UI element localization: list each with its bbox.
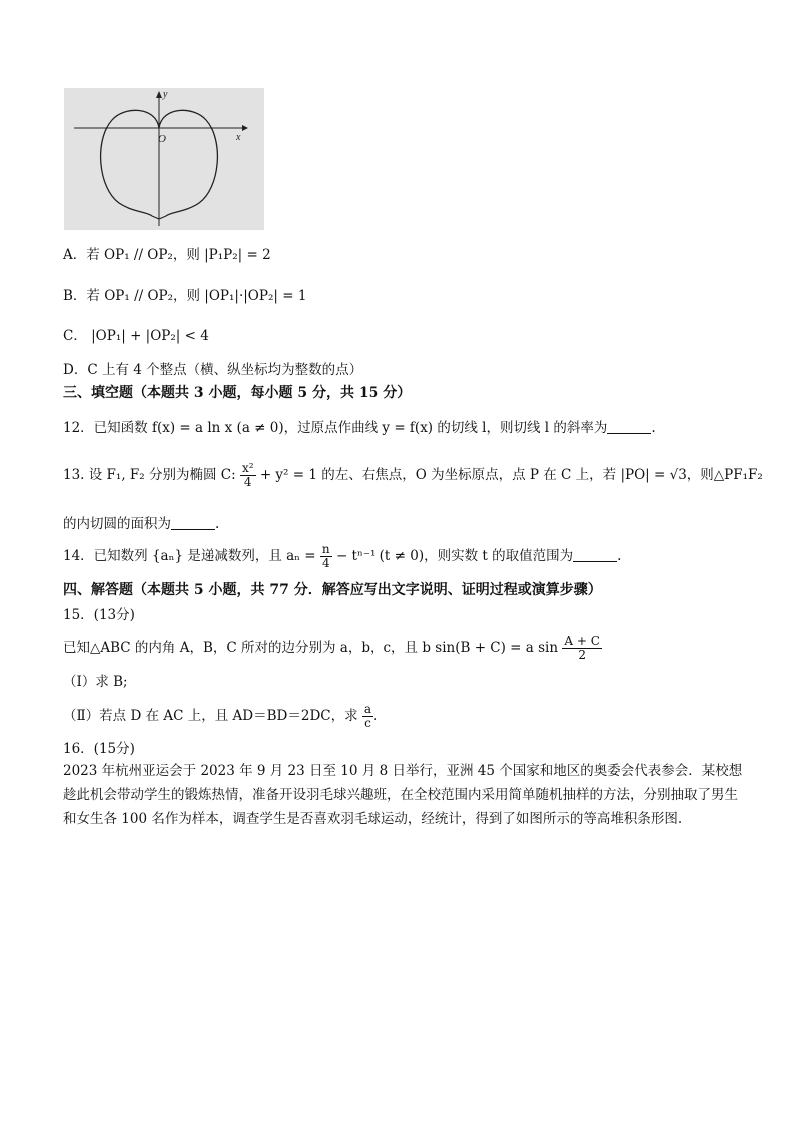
q15-part2-den: c (364, 716, 371, 730)
y-label: y (163, 89, 168, 100)
q14-fraction (320, 543, 332, 570)
q13-end: . (215, 516, 220, 532)
section3-title: 三、填空题（本题共 3 小题，每小题 5 分，共 15 分） (63, 385, 412, 401)
curve-plot (64, 88, 264, 230)
q13-fraction (240, 462, 256, 489)
q12-blank (607, 419, 651, 434)
question-14 (63, 543, 621, 570)
q15-part2: （Ⅱ）若点 D 在 AC 上，且 AD＝BD＝2DC，求 (63, 708, 358, 724)
q15-frac-num: A + C (564, 634, 600, 648)
option-a: A．若 OP₁ // OP₂，则 |P₁P₂| = 2 (63, 247, 271, 263)
q15-frac-den: 2 (578, 648, 586, 662)
q15-header: 15．(13分) (63, 607, 135, 623)
q13-text: 13. 设 F₁, F₂ 分别为椭圆 C: (63, 467, 236, 483)
q14-text2: − tⁿ⁻¹ (t ≠ 0)，则实数 t 的取值范围为 (335, 548, 574, 564)
q16-text: 2023 年杭州亚运会于 2023 年 9 月 23 日至 10 月 8 日举行，亚洲 45 个国家和地区的奥委会代表参会．某校想趁此机会带动学生的锻炼热情，准备开设羽毛球兴趣班，在全校范围内采用简单随机抽样的方法，分别抽取了男生和女生各 100 名作为样本，调查学生是否喜欢羽毛球运动，经统计，得到了如图所示的等高堆积条形图. (63, 763, 743, 827)
q15-fraction (562, 635, 602, 662)
section4-title: 四、解答题（本题共 5 小题，共 77 分．解答应写出文字说明、证明过程或演算步骤） (63, 582, 602, 598)
q15-part2-num: a (363, 702, 372, 716)
q14-end: . (617, 548, 622, 564)
option-d: D．C 上有 4 个整点（横、纵坐标均为整数的点） (63, 362, 363, 378)
q14-blank (573, 547, 617, 562)
q13-frac-num: x² (241, 461, 254, 475)
q12-text: 12．已知函数 f(x) = a ln x (a ≠ 0)，过原点作曲线 y = f(x) 的切线 l，则切线 l 的斜率为 (63, 420, 608, 436)
question-15-part2 (63, 703, 377, 730)
y-axis-arrow (156, 91, 162, 98)
question-13-line2 (63, 515, 219, 533)
q15-part1: （Ⅰ）求 B; (63, 674, 128, 690)
q15-part2-end: . (373, 708, 378, 724)
q15-part2-fraction (362, 703, 373, 730)
x-axis-arrow (242, 125, 248, 131)
x-label: x (236, 132, 241, 143)
q15-text: 已知△ABC 的内角 A，B，C 所对的边分别为 a，b，c，且 b sin(B + C) = a sin (63, 640, 559, 656)
option-c: C． |OP₁| + |OP₂| < 4 (63, 328, 209, 344)
q16-header: 16．(15分) (63, 741, 135, 757)
question-15 (63, 635, 602, 662)
q14-frac-den: 4 (321, 556, 330, 570)
option-b: B．若 OP₁ // OP₂，则 |OP₁|·|OP₂| = 1 (63, 288, 307, 304)
question-13 (63, 462, 763, 489)
q14-text: 14．已知数列 {aₙ} 是递减数列，且 aₙ = (63, 548, 316, 564)
q13-blank (171, 515, 215, 530)
question-12 (63, 419, 656, 437)
q13-text2: + y² = 1 的左、右焦点，O 为坐标原点，点 P 在 C 上，若 |PO| = √3，则△PF₁F₂ (259, 467, 763, 483)
curve-figure (64, 88, 264, 230)
origin-label: O (158, 133, 166, 145)
q14-frac-num: n (321, 542, 330, 556)
q12-end: . (651, 420, 656, 436)
q13-line2: 的内切圆的面积为 (63, 516, 171, 532)
q13-frac-den: 4 (243, 475, 252, 489)
